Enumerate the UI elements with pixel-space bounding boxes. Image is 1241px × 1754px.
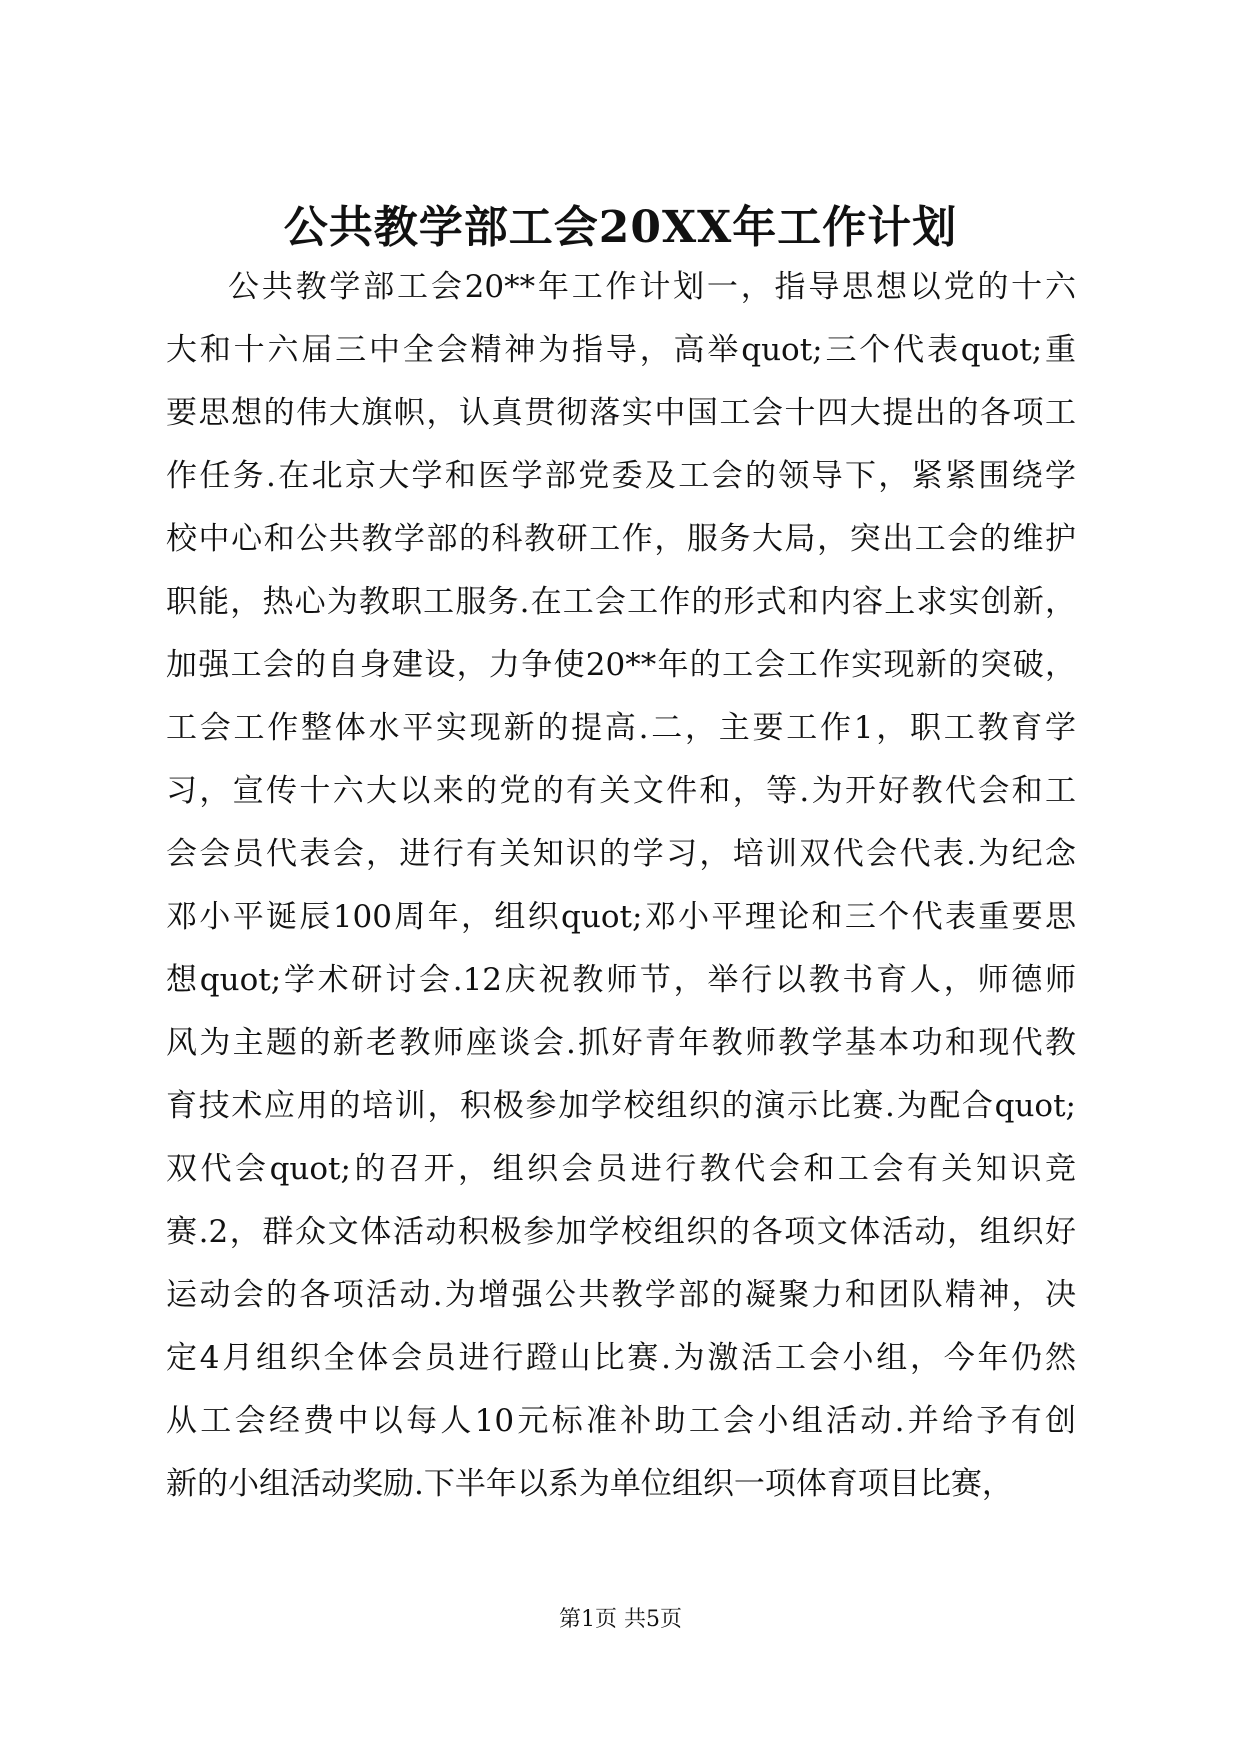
body-line: 公共教学部工会20**年工作计划一，指导思想以党的十六 xyxy=(228,269,1076,305)
body-line: 会会员代表会，进行有关知识的学习，培训双代会代表.为纪念 xyxy=(166,836,1076,872)
body-line: 工会工作整体水平实现新的提高.二，主要工作1，职工教育学 xyxy=(166,710,1076,746)
body-line: 定4月组织全体会员进行蹬山比赛.为激活工会小组，今年仍然 xyxy=(166,1340,1076,1376)
body-line: 要思想的伟大旗帜，认真贯彻落实中国工会十四大提出的各项工 xyxy=(166,395,1076,431)
body-line: 风为主题的新老教师座谈会.抓好青年教师教学基本功和现代教 xyxy=(166,1025,1076,1061)
body-line: 大和十六届三中全会精神为指导，高举quot;三个代表quot;重 xyxy=(166,332,1076,368)
document-body xyxy=(166,256,1076,1516)
body-line: 从工会经费中以每人10元标准补助工会小组活动.并给予有创 xyxy=(166,1403,1076,1439)
body-line: 习，宣传十六大以来的党的有关文件和，等.为开好教代会和工 xyxy=(166,773,1076,809)
body-line: 作任务.在北京大学和医学部党委及工会的领导下，紧紧围绕学 xyxy=(166,458,1076,494)
body-line: 育技术应用的培训，积极参加学校组织的演示比赛.为配合quot; xyxy=(166,1088,1076,1124)
body-line: 新的小组活动奖励.下半年以系为单位组织一项体育项目比赛， xyxy=(166,1466,1013,1502)
document-title: 公共教学部工会20XX年工作计划 xyxy=(283,202,958,253)
body-line: 赛.2，群众文体活动积极参加学校组织的各项文体活动，组织好 xyxy=(166,1214,1076,1250)
body-line: 加强工会的自身建设，力争使20**年的工会工作实现新的突破， xyxy=(166,647,1076,683)
body-line: 想quot;学术研讨会.12庆祝教师节，举行以教书育人，师德师 xyxy=(166,962,1076,998)
body-line: 邓小平诞辰100周年，组织quot;邓小平理论和三个代表重要思 xyxy=(166,899,1076,935)
body-line: 职能，热心为教职工服务.在工会工作的形式和内容上求实创新， xyxy=(166,584,1076,620)
body-line: 运动会的各项活动.为增强公共教学部的凝聚力和团队精神，决 xyxy=(166,1277,1076,1313)
body-line: 校中心和公共教学部的科教研工作，服务大局，突出工会的维护 xyxy=(166,521,1076,557)
page-number-footer: 第1页 共5页 xyxy=(559,1607,682,1632)
body-line: 双代会quot;的召开，组织会员进行教代会和工会有关知识竞 xyxy=(166,1151,1076,1187)
